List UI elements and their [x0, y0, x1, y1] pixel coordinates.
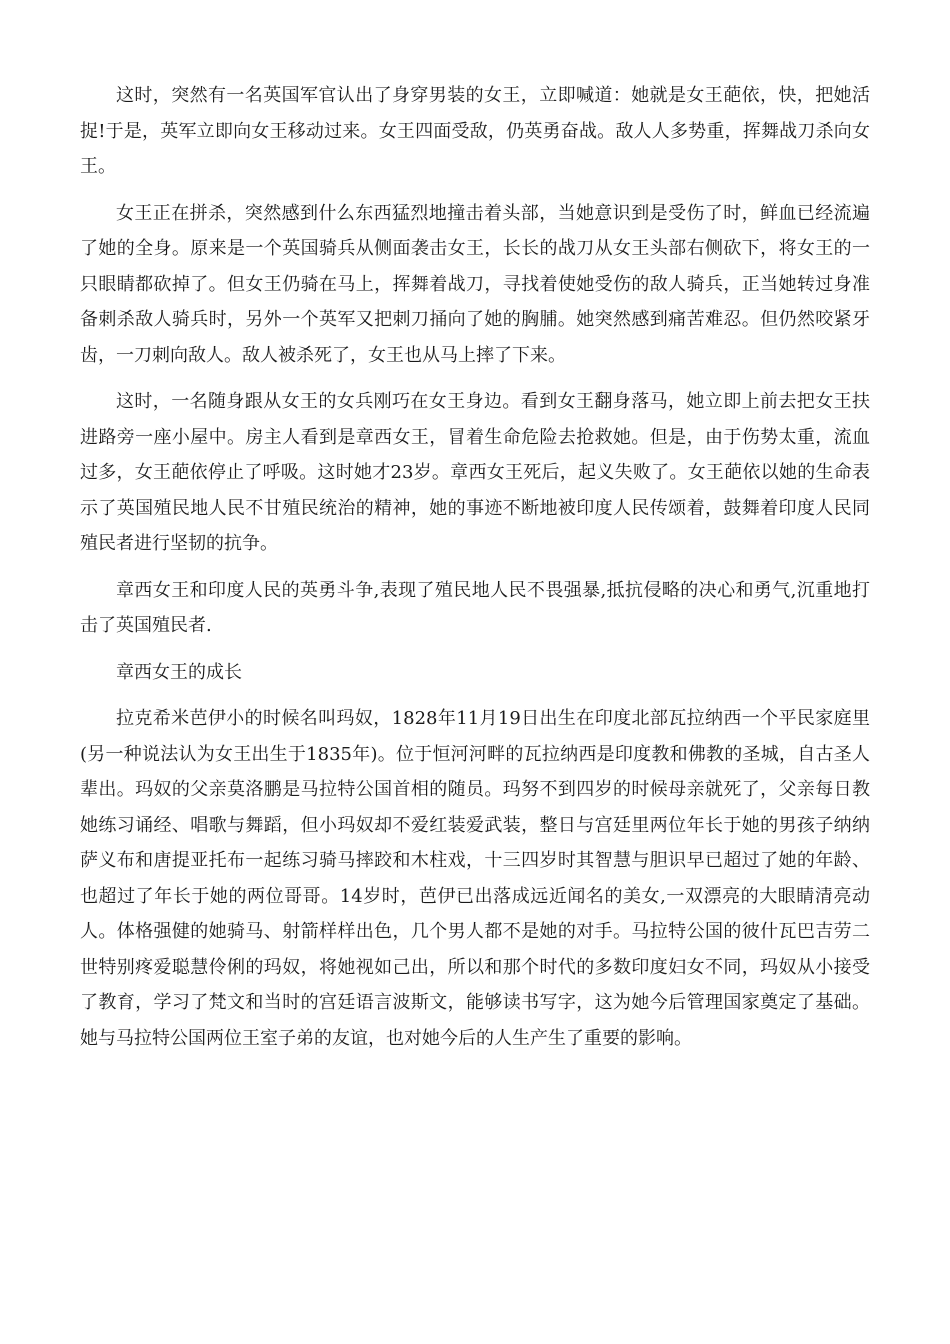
- document-page: [80, 78, 870, 1056]
- section-heading: 章西女王的成长: [116, 661, 242, 683]
- paragraph-battle-recognition: 这时，突然有一名英国军官认出了身穿男装的女王，立即喊道：她就是女王葩依，快，把她活捉!于是，英军立即向女王移动过来。女王四面受敌，仍英勇奋战。敌人人多势重，挥舞战刀杀向女王。: [80, 85, 870, 177]
- paragraph-queen-death: 这时，一名随身跟从女王的女兵刚巧在女王身边。看到女王翻身落马，她立即上前去把女王扶进路旁一座小屋中。房主人看到是章西女王，冒着生命危险去抢救她。但是，由于伤势太重，流血过多，女王葩依停止了呼吸。这时她才23岁。章西女王死后，起义失败了。女王葩依以她的生命表示了英国殖民地人民不甘殖民统治的精神，她的事迹不断地被印度人民传颂着，鼓舞着印度人民同殖民者进行坚韧的抗争。: [80, 391, 870, 554]
- paragraph-upbringing: 拉克希米芭伊小的时候名叫玛奴，1828年11月19日出生在印度北部瓦拉纳西一个平民家庭里(另一种说法认为女王出生于1835年)。位于恒河河畔的瓦拉纳西是印度教和佛教的圣城，自古圣人辈出。玛奴的父亲莫洛鹏是马拉特公国首相的随员。玛努不到四岁的时候母亲就死了，父亲每日教她练习诵经、唱歌与舞蹈，但小玛奴却不爱红装爱武装，整日与宫廷里两位年长于她的男孩子纳纳萨义布和唐提亚托布一起练习骑马摔跤和木柱戏，十三四岁时其智慧与胆识早已超过了她的年龄、也超过了年长于她的两位哥哥。14岁时，芭伊已出落成远近闻名的美女,一双漂亮的大眼睛清亮动人。体格强健的她骑马、射箭样样出色，几个男人都不是她的对手。马拉特公国的彼什瓦巴吉劳二世特别疼爱聪慧伶俐的玛奴，将她视如己出，所以和那个时代的多数印度妇女不同，玛奴从小接受了教育，学习了梵文和当时的宫廷语言波斯文，能够读书写字，这为她今后管理国家奠定了基础。她与马拉特公国两位王室子弟的友谊，也对她今后的人生产生了重要的影响。: [80, 708, 870, 1049]
- paragraph-queen-wounded: 女王正在拼杀，突然感到什么东西猛烈地撞击着头部，当她意识到是受伤了时，鲜血已经流遍了她的全身。原来是一个英国骑兵从侧面袭击女王，长长的战刀从女王头部右侧砍下，将女王的一只眼睛都砍掉了。但女王仍骑在马上，挥舞着战刀，寻找着使她受伤的敌人骑兵，正当她转过身准备刺杀敌人骑兵时，另外一个英军又把刺刀捅向了她的胸脯。她突然感到痛苦难忍。但仍然咬紧牙齿，一刀刺向敌人。敌人被杀死了，女王也从马上摔了下来。: [80, 202, 870, 366]
- paragraph-significance: 章西女王和印度人民的英勇斗争,表现了殖民地人民不畏强暴,抵抗侵略的决心和勇气,沉重地打击了英国殖民者.: [80, 579, 870, 636]
